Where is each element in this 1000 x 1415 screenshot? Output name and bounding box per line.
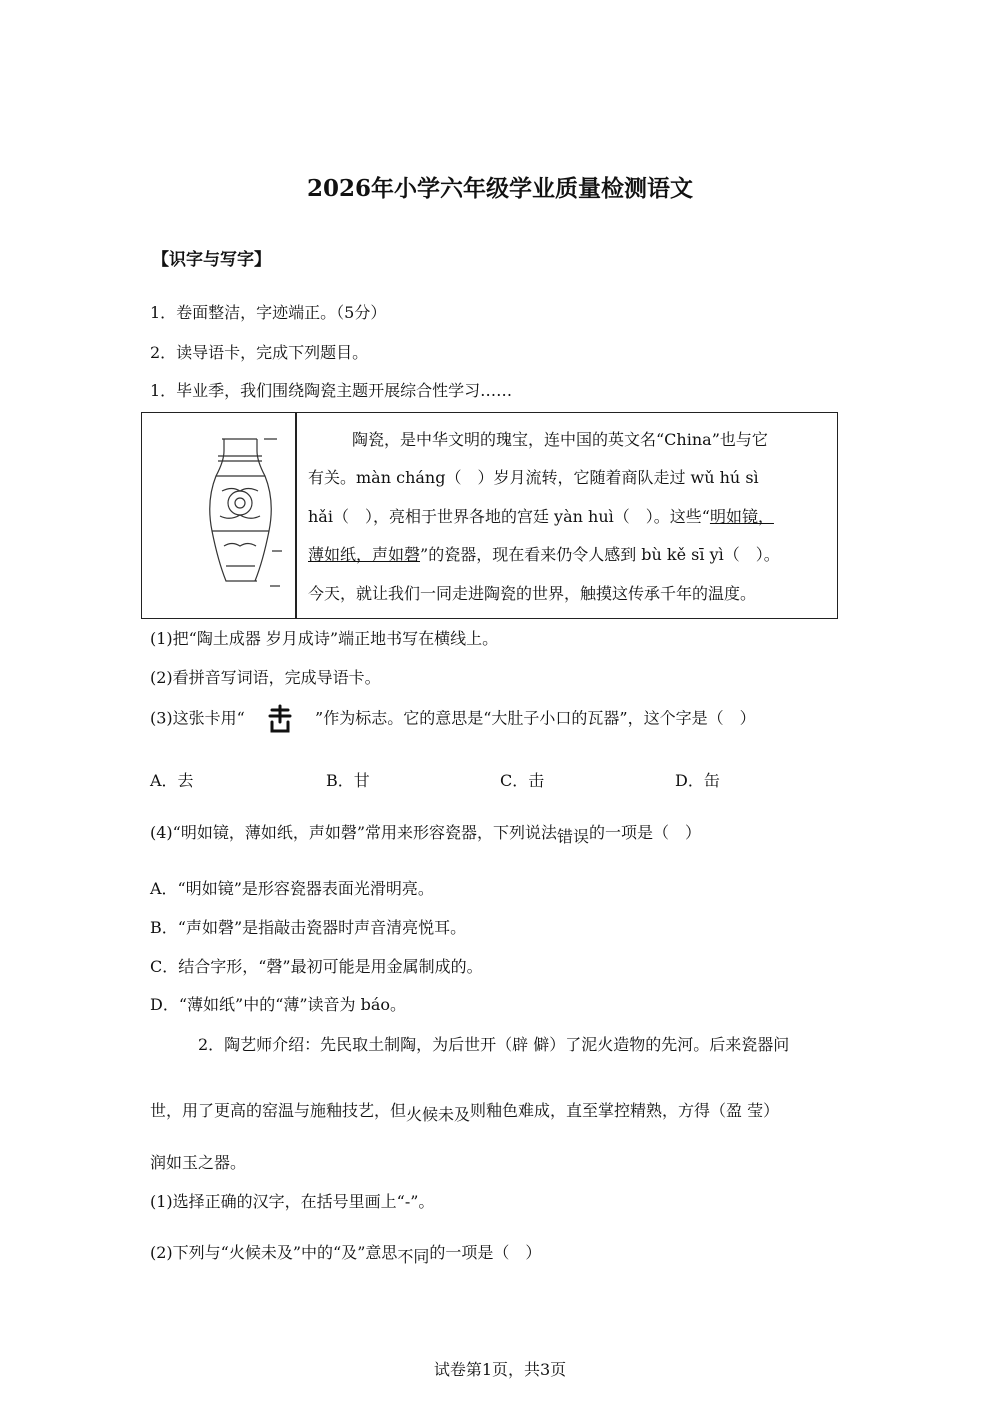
card-underline-1: 明如镜，: [709, 507, 774, 526]
card-line-4-text: ”的瓷器，现在看来仍令人感到 bù kě sī yì（ ）。: [420, 545, 780, 564]
q3-option-d: D．缶: [675, 771, 720, 790]
card-line-4: [308, 542, 780, 565]
passage-2-q2-post: 的一项是（ ）: [429, 1243, 542, 1262]
question-1: (1)把“陶土成器 岁月成诗”端正地书写在横线上。: [150, 629, 499, 648]
q3-option-b: B．甘: [326, 771, 370, 790]
q3-option-c: C．击: [500, 771, 545, 790]
guide-card: [141, 412, 838, 619]
intro-line-3: 1．毕业季，我们围绕陶瓷主题开展综合性学习……: [150, 381, 513, 400]
passage-2-post: 则釉色难成，直至掌控精熟，方得（盈 莹）: [470, 1101, 780, 1120]
passage-2-question-1: (1)选择正确的汉字，在括号里画上“-”。: [150, 1192, 435, 1211]
card-line-3-text: hǎi（ ），亮相于世界各地的宫廷 yàn huì（ ）。这些“: [308, 507, 710, 526]
porcelain-vase-icon: [202, 431, 317, 591]
passage-2-line-2: [150, 1098, 780, 1124]
passage-2-line-3: 润如玉之器。: [150, 1153, 247, 1172]
question-3-post: ”作为标志。它的意思是“大肚子小口的瓦器”，这个字是（ ）: [315, 708, 756, 728]
card-line-5: 今天，就让我们一同走进陶瓷的世界，触摸这传承千年的温度。: [308, 584, 757, 603]
card-line-1: 陶瓷，是中华文明的瑰宝，连中国的英文名“China”也与它: [352, 430, 768, 449]
q3-option-a: A．去: [150, 771, 194, 790]
page-footer: 试卷第1页，共3页: [433, 1360, 567, 1379]
card-underline-2: 薄如纸，声如磬: [308, 545, 421, 564]
fou-character-icon: [250, 704, 310, 734]
q4-option-a: A．“明如镜”是形容瓷器表面光滑明亮。: [150, 879, 434, 898]
passage-2-pre: 世，用了更高的窑温与施釉技艺，但: [150, 1101, 407, 1120]
passage-2-line-1: 2．陶艺师介绍：先民取土制陶，为后世开（辟 僻）了泥火造物的先河。后来瓷器问: [198, 1035, 790, 1054]
question-4-pre: (4)“明如镜，薄如纸，声如磬”常用来形容瓷器，下列说法: [150, 823, 558, 842]
q4-option-b: B．“声如磬”是指敲击瓷器时声音清亮悦耳。: [150, 918, 467, 937]
q4-option-c: C．结合字形，“磬”最初可能是用金属制成的。: [150, 957, 483, 976]
passage-2-q2-pre: (2)下列与“火候未及”中的“及”意思: [150, 1243, 398, 1262]
question-4-emphasis: 错误: [557, 827, 590, 846]
question-3: [150, 704, 756, 734]
passage-2-q2-emphasis: 不同: [397, 1247, 430, 1266]
question-4: [150, 820, 702, 846]
intro-line-2: 2．读导语卡，完成下列题目。: [150, 343, 369, 362]
intro-line-1: 1．卷面整洁，字迹端正。（5分）: [150, 303, 387, 322]
passage-2-question-2: [150, 1240, 542, 1266]
q4-option-d: D．“薄如纸”中的“薄”读音为 báo。: [150, 995, 407, 1014]
question-4-post: 的一项是（ ）: [589, 823, 702, 842]
question-2: (2)看拼音写词语，完成导语卡。: [150, 668, 381, 687]
section-heading: 【识字与写字】: [152, 250, 271, 270]
card-divider: [295, 413, 297, 618]
card-line-3: [308, 504, 774, 527]
question-3-pre: (3)这张卡用“: [150, 708, 245, 728]
page-title: 2026年小学六年级学业质量检测语文: [306, 175, 693, 202]
passage-2-emphasis: 火候未及: [406, 1105, 471, 1124]
card-line-2: 有关。màn cháng（ ）岁月流转，它随着商队走过 wǔ hú sì: [308, 468, 759, 487]
